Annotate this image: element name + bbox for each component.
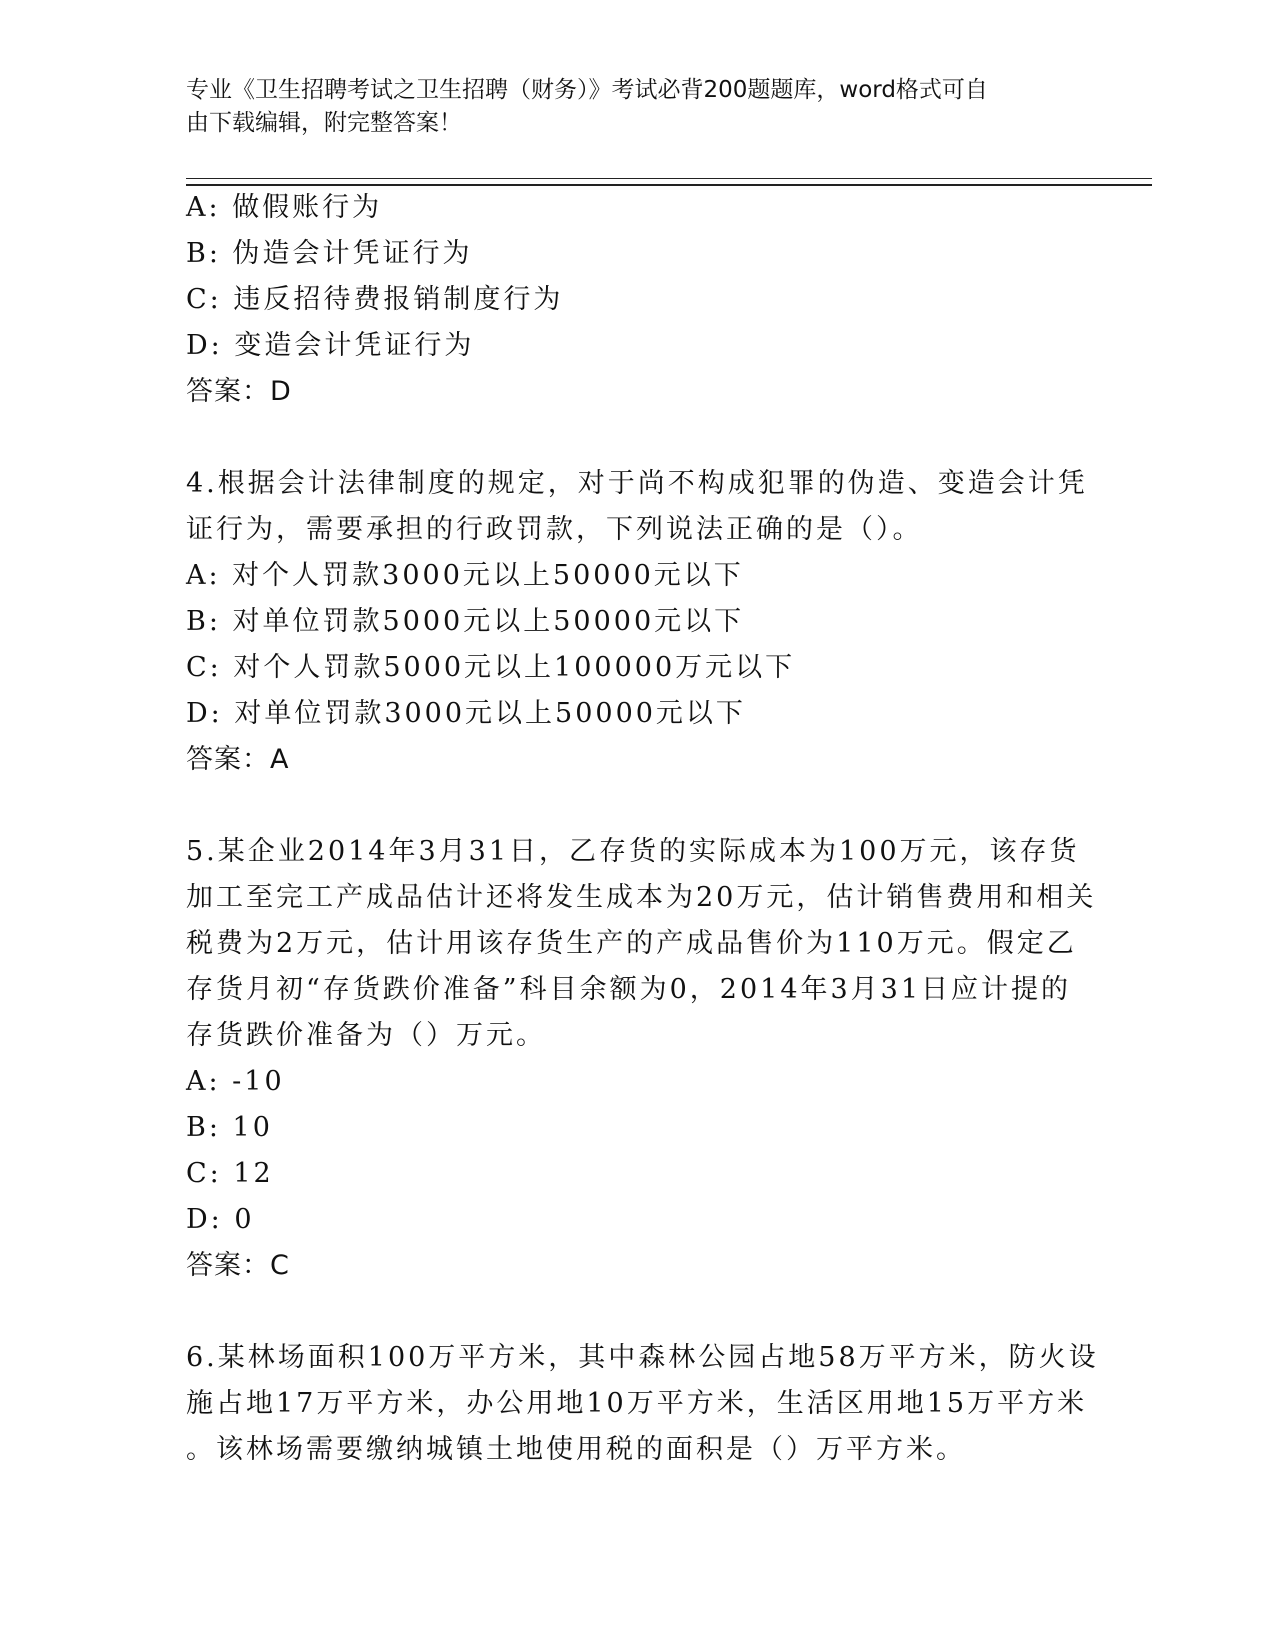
question-3-block bbox=[186, 185, 1086, 415]
q5-stem-line: 存货月初“存货跌价准备”科目余额为0，2014年3月31日应计提的 bbox=[186, 974, 1072, 1005]
spacer bbox=[186, 415, 1086, 461]
q5-option-d: D: 0 bbox=[186, 1204, 255, 1235]
spacer bbox=[186, 783, 1086, 829]
q3-option-b: B: 伪造会计凭证行为 bbox=[186, 238, 473, 269]
q3-option-d: D: 变造会计凭证行为 bbox=[186, 330, 475, 361]
q6-stem-line: 6.某林场面积100万平方米，其中森林公园占地58万平方米，防火设 bbox=[186, 1342, 1099, 1373]
question-6-block bbox=[186, 1335, 1099, 1473]
q5-option-b: B: 10 bbox=[186, 1112, 273, 1143]
q3-option-c: C: 违反招待费报销制度行为 bbox=[186, 284, 564, 315]
q5-stem-line: 税费为2万元，估计用该存货生产的产成品售价为110万元。假定乙 bbox=[186, 928, 1077, 959]
question-5-block bbox=[186, 829, 1097, 1289]
q3-option-a: A: 做假账行为 bbox=[186, 192, 383, 223]
question-content bbox=[186, 185, 1099, 1473]
q4-stem-line: 4.根据会计法律制度的规定，对于尚不构成犯罪的伪造、变造会计凭 bbox=[186, 468, 1088, 499]
q5-stem-line: 存货跌价准备为（）万元。 bbox=[186, 1020, 546, 1051]
q4-stem-line: 证行为，需要承担的行政罚款，下列说法正确的是（）。 bbox=[186, 514, 923, 545]
question-4-block bbox=[186, 461, 1086, 783]
header-line-1: 专业《卫生招聘考试之卫生招聘（财务）》考试必背200题题库，word格式可自 bbox=[186, 77, 988, 103]
q4-option-c: C: 对个人罚款5000元以上100000万元以下 bbox=[186, 652, 796, 683]
q4-answer: 答案：A bbox=[186, 744, 290, 775]
header-divider-thin bbox=[186, 178, 1152, 179]
q5-stem-line: 5.某企业2014年3月31日，乙存货的实际成本为100万元，该存货 bbox=[186, 836, 1080, 867]
q5-option-c: C: 12 bbox=[186, 1158, 274, 1189]
q5-option-a: A: -10 bbox=[186, 1066, 285, 1097]
q6-stem-line: 施占地17万平方米，办公用地10万平方米，生活区用地15万平方米 bbox=[186, 1388, 1088, 1419]
spacer bbox=[186, 1289, 1086, 1335]
header-line-2: 由下载编辑，附完整答案！ bbox=[186, 110, 462, 136]
q4-option-a: A: 对个人罚款3000元以上50000元以下 bbox=[186, 560, 744, 591]
q4-option-d: D: 对单位罚款3000元以上50000元以下 bbox=[186, 698, 746, 729]
q5-stem-line: 加工至完工产成品估计还将发生成本为20万元，估计销售费用和相关 bbox=[186, 882, 1097, 913]
q5-answer: 答案：C bbox=[186, 1250, 290, 1281]
document-header bbox=[186, 74, 1086, 140]
q6-stem-line: 。该林场需要缴纳城镇土地使用税的面积是（）万平方米。 bbox=[186, 1434, 966, 1465]
q3-answer: 答案：D bbox=[186, 376, 292, 407]
q4-option-b: B: 对单位罚款5000元以上50000元以下 bbox=[186, 606, 745, 637]
